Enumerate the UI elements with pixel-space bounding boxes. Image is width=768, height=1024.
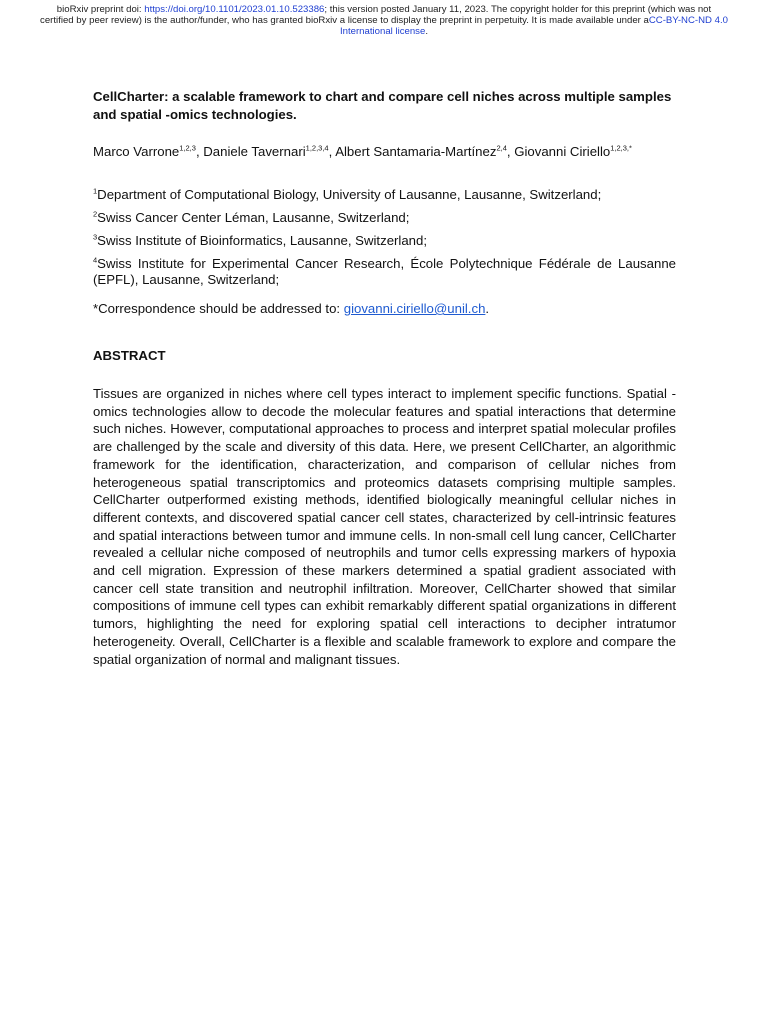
affiliation-item [93,233,676,249]
correspondence-prefix: *Correspondence should be addressed to: [93,301,344,316]
paper-content [93,88,676,681]
author-name: Albert Santamaria-Martínez [335,144,497,159]
affiliation-item [93,187,676,203]
abstract-body: Tissues are organized in niches where cell types interact to implement specific functions. Spatial -omics technologies allow to decode the molecular features and spatial interactions that determine such niches. However, computational approaches to process and interpret spatial molecular profiles are challenged by the scale and diversity of this data. Here, we present CellCharter, an algorithmic framework for the identification, characterization, and comparison of cellular niches from heterogeneous spatial transcriptomics and proteomics datasets comprising multiple samples. CellCharter outperformed existing methods, identified biologically meaningful cellular niches in different contexts, and discovered spatial cancer cell states, characterized by cell-intrinsic features and spatial interactions between tumor and immune cells. In non-small cell lung cancer, CellCharter revealed a cellular niche composed of neutrophils and tumor cells expressing markers of hypoxia and cell migration. Expression of these markers determined a spatial gradient associated with cancer cell state transition and neutrophil infiltration. Moreover, CellCharter showed that similar compositions of immune cell types can exhibit remarkably different spatial organizations in different tumors, highlighting the need for exploring spatial cell interactions to decipher intratumor heterogeneity. Overall, CellCharter is a flexible and scalable framework to explore and compare the spatial organization of normal and malignant tissues. [93,386,676,667]
correspondence-email-link[interactable]: giovanni.ciriello@unil.ch [343,301,486,316]
header-prefix: bioRxiv preprint doi: [56,4,145,15]
affiliation-item [93,210,676,226]
affiliation-item [93,256,676,288]
author-name: Marco Varrone [93,144,180,159]
header-suffix: . [425,26,428,37]
author-separator: , [195,144,204,159]
correspondence-suffix: . [485,301,490,316]
preprint-header [40,4,728,37]
author-name: Giovanni Ciriello [514,144,611,159]
author-name: Daniele Tavernari [203,144,306,159]
author-separator: , [328,144,336,159]
license-link[interactable]: CC-BY-NC-ND 4.0 International license [339,15,728,37]
author-affiliation-marks: 1,2,3,4 [305,143,329,153]
paper-title: CellCharter: a scalable framework to chart and compare cell niches across multiple samples and spatial -omics technologies. [93,89,672,122]
correspondence-line [93,301,676,317]
affiliation-text: Swiss Institute of Bioinformatics, Lausanne, Switzerland; [97,233,428,248]
affiliation-text: Swiss Institute for Experimental Cancer Research, École Polytechnique Fédérale de Lausanne (EPFL), Lausanne, Switzerland; [93,256,676,287]
doi-link[interactable]: https://doi.org/10.1101/2023.01.10.523386 [144,4,325,15]
author-separator: , [506,144,515,159]
affiliation-number: 4 [93,255,98,265]
affiliation-number: 2 [93,209,98,219]
author-affiliation-marks: 1,2,3 [179,143,196,153]
author-list [93,143,676,160]
affiliation-list [93,187,676,288]
header-middle: ; this version posted January 11, 2023. The copyright holder for this preprint (which was not certified by peer review) is the author/funder, who has granted bioRxiv a license to display the preprint in perpetuity. It is made available under a [40,4,712,26]
affiliation-text: Department of Computational Biology, University of Lausanne, Lausanne, Switzerland; [97,187,602,202]
abstract-heading: ABSTRACT [93,348,166,363]
affiliation-number: 3 [93,232,98,242]
affiliation-number: 1 [93,186,98,196]
author-affiliation-marks: 2,4 [496,143,507,153]
affiliation-text: Swiss Cancer Center Léman, Lausanne, Switzerland; [97,210,410,225]
author-affiliation-marks: 1,2,3,* [610,143,632,153]
